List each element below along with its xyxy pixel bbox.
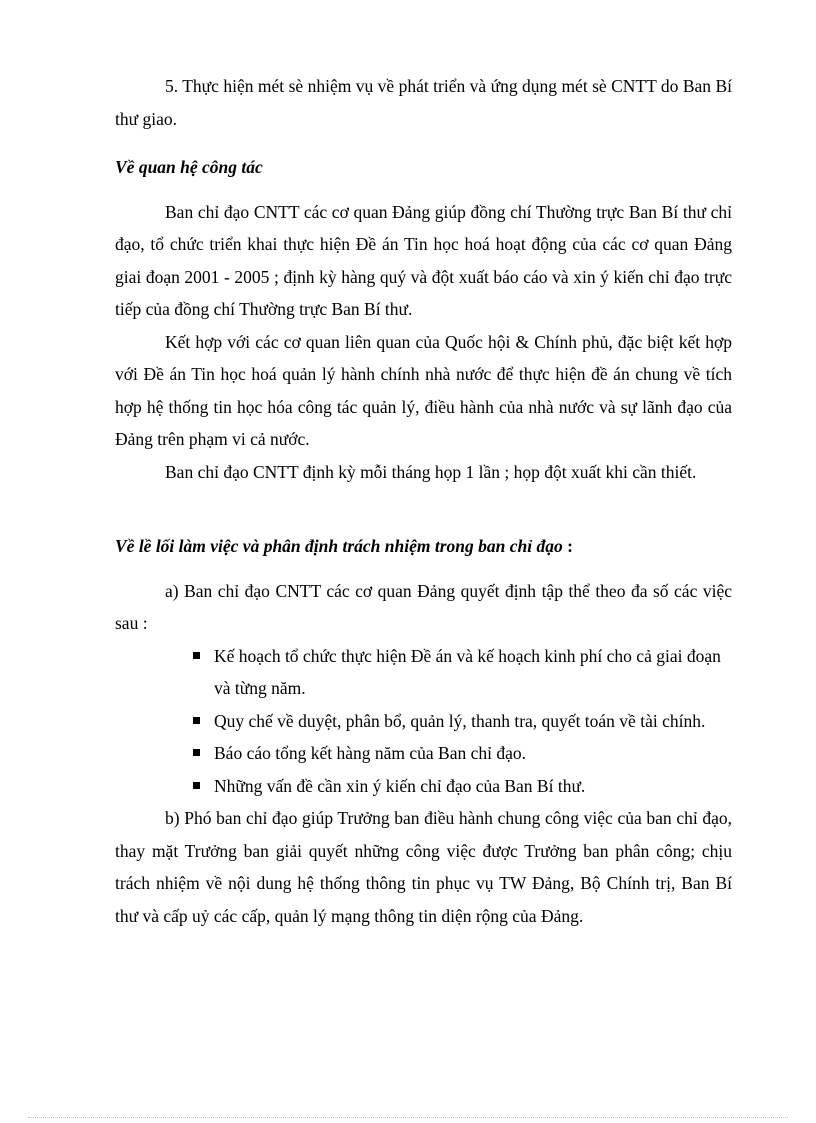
list-item-text: Những vấn đề cần xin ý kiến chỉ đạo của Ban Bí thư. bbox=[214, 775, 586, 796]
list-item bbox=[193, 640, 732, 705]
heading-work-relations-text: Về quan hệ công tác bbox=[115, 157, 263, 177]
list-item-text: Báo cáo tổng kết hàng năm của Ban chỉ đạo. bbox=[214, 743, 526, 763]
paragraph-relations-2: Kết hợp với các cơ quan liên quan của Quốc hội & Chính phủ, đặc biệt kết hợp với Đề án Tin học hoá quản lý hành chính nhà nước để thực hiện đề án chung về tích hợp hệ thống tin học hóa công tác quản lý, điều hành của nhà nước và sự lãnh đạo của Đảng trên phạm vi cả nước. bbox=[115, 331, 732, 449]
spacer bbox=[115, 488, 732, 514]
square-bullet-icon bbox=[193, 717, 200, 724]
list-item bbox=[193, 770, 732, 803]
document-page bbox=[115, 70, 732, 932]
heading-working-rules-colon: : bbox=[562, 536, 573, 556]
paragraph-b: b) Phó ban chỉ đạo giúp Trưởng ban điều hành chung công việc của ban chỉ đạo, thay mặt Trưởng ban giải quyết những công việc được Trưởng ban phân công; chịu trách nhiệm về nội dung hệ thống thông tin phục vụ TW Đảng, Bộ Chính trị, Ban Bí thư và cấp uỷ các cấp, quản lý mạng thông tin diện rộng của Đảng. bbox=[115, 808, 732, 926]
square-bullet-icon bbox=[193, 782, 200, 789]
paragraph-a: a) Ban chỉ đạo CNTT các cơ quan Đảng quyết định tập thể theo đa số các việc sau : bbox=[115, 580, 732, 633]
heading-work-relations bbox=[115, 151, 732, 184]
heading-working-rules bbox=[115, 530, 732, 563]
square-bullet-icon bbox=[193, 749, 200, 756]
bullet-list bbox=[115, 640, 732, 803]
list-item bbox=[193, 737, 732, 770]
list-item-text: Kế hoạch tổ chức thực hiện Đề án và kế hoạch kinh phí cho cả giai đoạn và từng năm. bbox=[214, 645, 721, 698]
page-bottom-divider bbox=[28, 1117, 788, 1118]
paragraph-relations-3: Ban chỉ đạo CNTT định kỳ mỗi tháng họp 1 lần ; họp đột xuất khi cần thiết. bbox=[165, 461, 697, 482]
heading-working-rules-text: Về lề lối làm việc và phân định trách nhiệm trong ban chỉ đạo bbox=[115, 536, 563, 556]
square-bullet-icon bbox=[193, 652, 200, 659]
list-item-text: Quy chế về duyệt, phân bổ, quản lý, thanh tra, quyết toán về tài chính. bbox=[214, 710, 706, 731]
paragraph-item-5: 5. Thực hiện mét sè nhiệm vụ về phát triển và ứng dụng mét sè CNTT do Ban Bí thư giao. bbox=[115, 76, 732, 129]
list-item bbox=[193, 705, 732, 738]
paragraph-relations-1: Ban chỉ đạo CNTT các cơ quan Đảng giúp đồng chí Thường trực Ban Bí thư chỉ đạo, tổ chức triển khai thực hiện Đề án Tin học hoá hoạt động của các cơ quan Đảng giai đoạn 2001 - 2005 ; định kỳ hàng quý và đột xuất báo cáo và xin ý kiến chỉ đạo trực tiếp của đồng chí Thường trực Ban Bí thư. bbox=[115, 201, 732, 319]
